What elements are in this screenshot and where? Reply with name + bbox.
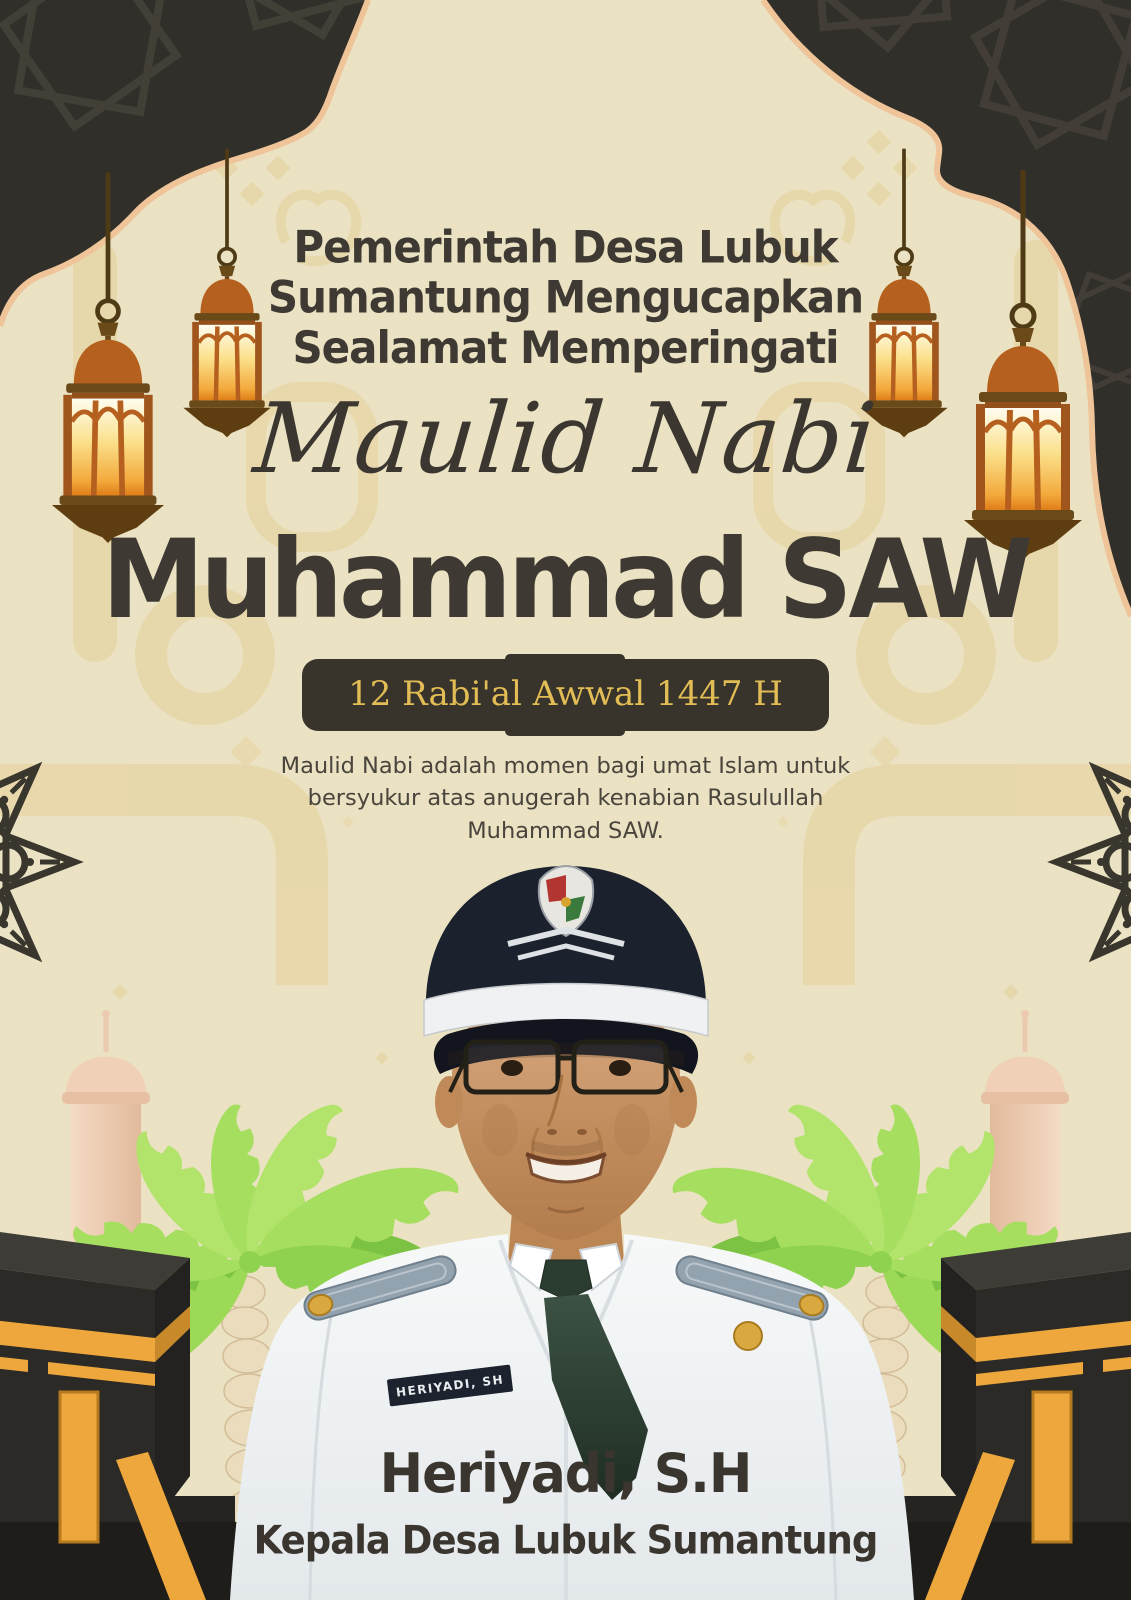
- date-badge: 12 Rabi'al Awwal 1447 H: [302, 659, 829, 731]
- gold-pin-icon: [734, 1322, 762, 1350]
- event-main-title: Muhammad SAW: [101, 516, 1030, 644]
- event-script-title: Maulid Nabi: [249, 382, 882, 495]
- description-line-3: Muhammad SAW.: [467, 817, 664, 844]
- description-line-2: bersyukur atas anugerah kenabian Rasulullah: [307, 785, 824, 812]
- organization-line-2: Sumantung Mengucapkan: [267, 271, 864, 324]
- event-description: [0, 750, 1131, 847]
- uniform-name-tag: HERIYADI, SH: [387, 1365, 513, 1407]
- organization-heading: [0, 222, 1131, 373]
- signatory-name: Heriyadi, S.H: [379, 1442, 752, 1506]
- organization-line-1: Pemerintah Desa Lubuk: [293, 221, 838, 273]
- description-line-1: Maulid Nabi adalah momen bagi umat Islam untuk: [280, 753, 851, 779]
- date-badge-row: [0, 659, 1131, 731]
- signatory-title: Kepala Desa Lubuk Sumantung: [253, 1517, 878, 1564]
- organization-line-3: Sealamat Memperingati: [292, 321, 839, 374]
